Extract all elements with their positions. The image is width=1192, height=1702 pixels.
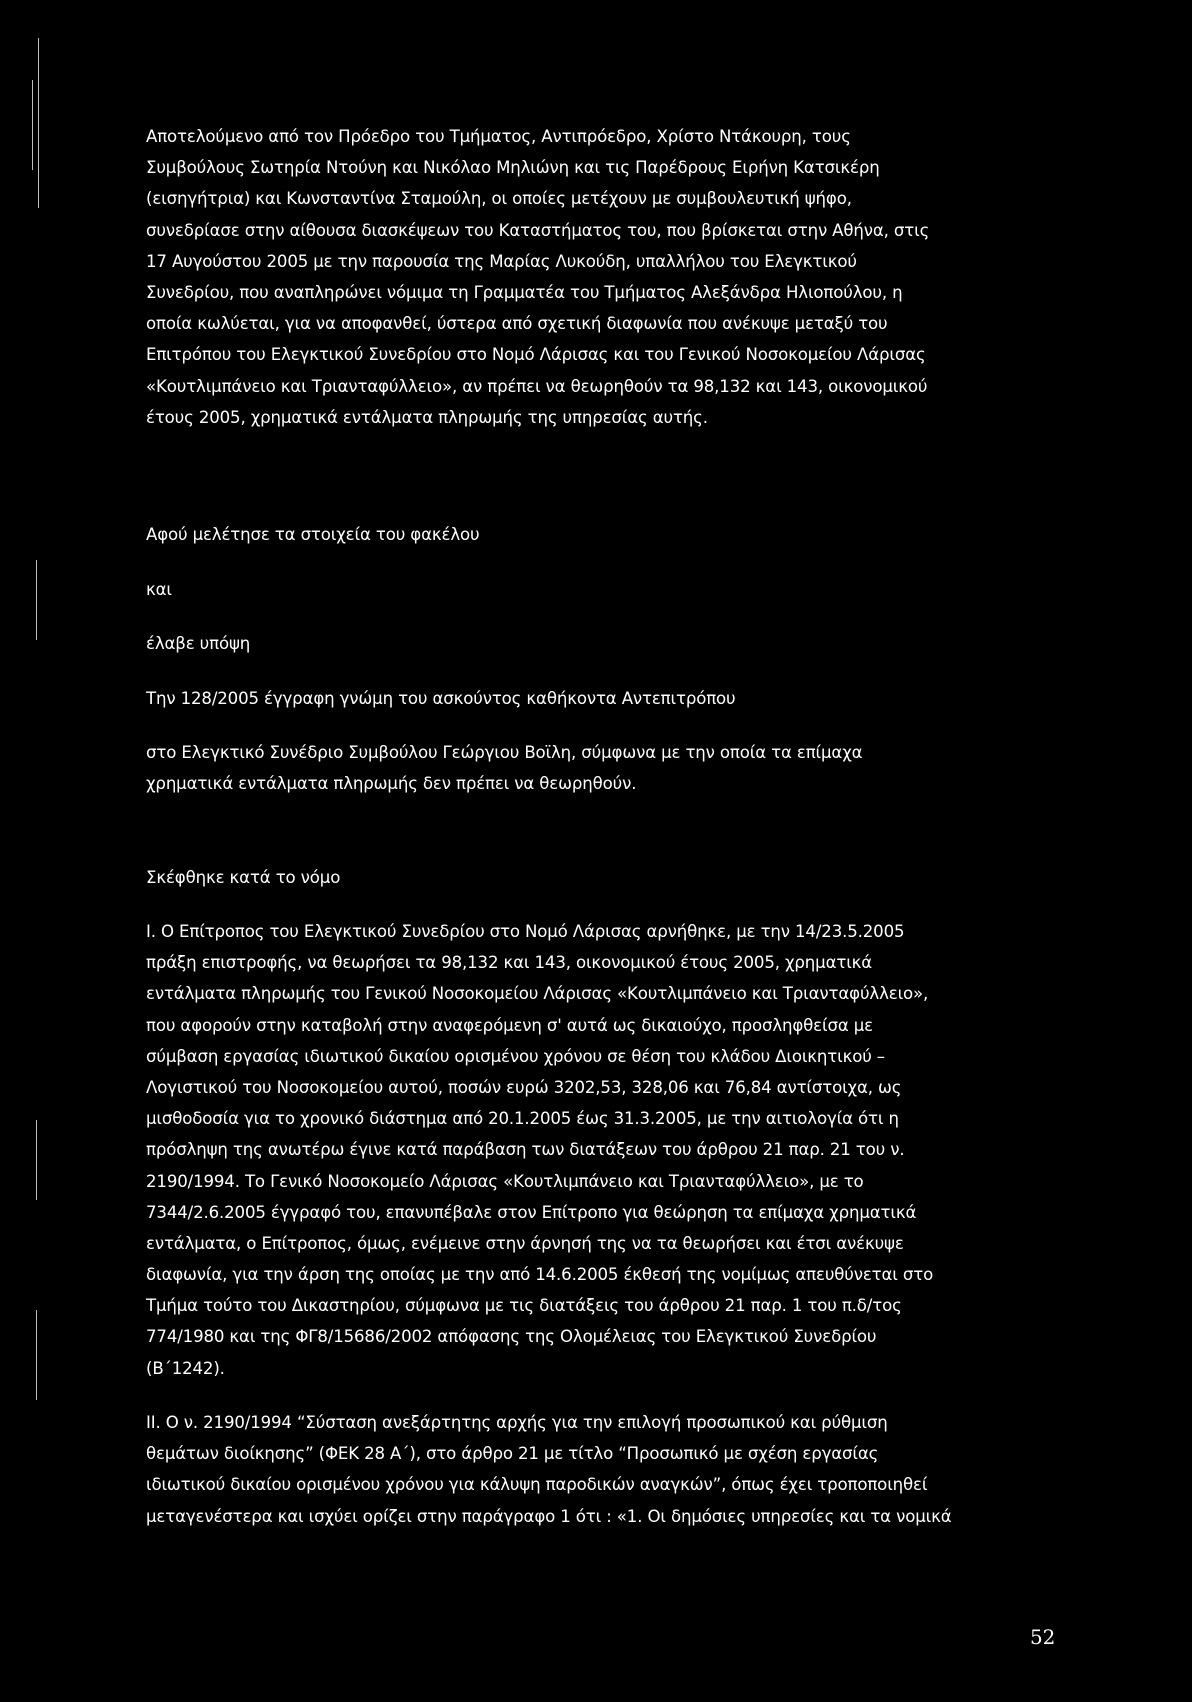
- text-line: χρηματικά εντάλματα πληρωμής δεν πρέπει να θεωρηθούν.: [146, 774, 637, 794]
- section-one: [146, 916, 1076, 1384]
- text-line: Τμήμα τούτο του Δικαστηρίου, σύμφωνα με τις διατάξεις του άρθρου 21 παρ. 1 του π.δ/τος: [146, 1296, 902, 1316]
- scan-edge-line: [36, 1120, 37, 1200]
- text-line: Λογιστικού του Νοσοκομείου αυτού, ποσών ευρώ 3202,53, 328,06 και 76,84 αντίστοιχα, ως: [146, 1077, 902, 1097]
- text-line: συνεδρίασε στην αίθουσα διασκέψεων του Καταστήματος του, που βρίσκεται στην Αθήνα, στις: [146, 220, 930, 240]
- text-line: εντάλματα πληρωμής του Γενικού Νοσοκομείου Λάρισας «Κουτλιμπάνειο και Τριανταφύλλειο»,: [146, 984, 929, 1004]
- text-line: (εισηγήτρια) και Κωνσταντίνα Σταμούλη, οι οποίες μετέχουν με συμβουλευτική ψήφο,: [146, 189, 852, 209]
- paragraph-composition: [146, 121, 1076, 433]
- text-line: (Β΄1242).: [146, 1358, 225, 1378]
- considered-statement: [146, 628, 1076, 659]
- text-line: και: [146, 580, 172, 599]
- opinion-reference: [146, 683, 1076, 714]
- text-line: Συμβούλους Σωτηρία Ντούνη και Νικόλαο Μηλιώνη και τις Παρέδρους Ειρήνη Κατσικέρη: [146, 158, 880, 178]
- text-line: πράξη επιστροφής, να θεωρήσει τα 98,132 και 143, οικονομικού έτους 2005, χρηματικά: [146, 953, 873, 973]
- text-line: I. Ο Επίτροπος του Ελεγκτικού Συνεδρίου στο Νομό Λάρισας αρνήθηκε, με την 14/23.5.2005: [146, 922, 905, 941]
- text-line: «Κουτλιμπάνειο και Τριανταφύλλειο», αν πρέπει να θεωρηθούν τα 98,132 και 143, οικονομικού: [146, 376, 928, 396]
- text-line: που αφορούν στην καταβολή στην αναφερόμενη σ' αυτά ως δικαιούχο, προσληφθείσα με: [146, 1015, 873, 1035]
- text-line: πρόσληψη της ανωτέρω έγινε κατά παράβαση των διατάξεων του άρθρου 21 παρ. 21 του ν.: [146, 1140, 905, 1160]
- text-line: Συνεδρίου, που αναπληρώνει νόμιμα τη Γραμματέα του Τμήματος Αλεξάνδρα Ηλιοπούλου, η: [146, 282, 903, 302]
- text-line: μισθοδοσία για το χρονικό διάστημα από 20.1.2005 έως 31.3.2005, με την αιτιολογία ότι η: [146, 1109, 899, 1129]
- text-line: 17 Αυγούστου 2005 με την παρουσία της Μαρίας Λυκούδη, υπαλλήλου του Ελεγκτικού: [146, 251, 857, 271]
- scan-edge-line: [38, 38, 39, 208]
- opinion-paragraph: [146, 737, 1076, 799]
- scan-edge-line: [32, 80, 33, 170]
- text-line: στο Ελεγκτικό Συνέδριο Συμβούλου Γεώργιου Βοϊλη, σύμφωνα με την οποία τα επίμαχα: [146, 743, 863, 762]
- text-line: έτους 2005, χρηματικά εντάλματα πληρωμής της υπηρεσίας αυτής.: [146, 407, 708, 427]
- text-line: Επιτρόπου του Ελεγκτικού Συνεδρίου στο Νομό Λάρισας και του Γενικού Νοσοκομείου Λάρισας: [146, 345, 926, 365]
- text-line: έλαβε υπόψη: [146, 634, 251, 653]
- text-line: II. Ο ν. 2190/1994 “Σύσταση ανεξάρτητης αρχής για την επιλογή προσωπικού και ρύθμιση: [146, 1413, 888, 1432]
- text-line: εντάλματα, ο Επίτροπος, όμως, ενέμεινε στην άρνησή της να τα θεωρήσει και έτσι ανέκυψε: [146, 1233, 904, 1253]
- text-line: Αποτελούμενο από τον Πρόεδρο του Τμήματος, Αντιπρόεδρο, Χρίστο Ντάκουρη, τους: [146, 127, 851, 146]
- text-line: μεταγενέστερα και ισχύει ορίζει στην παράγραφο 1 ότι : «1. Οι δημόσιες υπηρεσίες και τα νομικά: [146, 1506, 952, 1526]
- scan-edge-line: [36, 1310, 37, 1400]
- text-line: Την 128/2005 έγγραφη γνώμη του ασκούντος καθήκοντα Αντεπιτρόπου: [146, 689, 736, 708]
- text-line: 2190/1994. Το Γενικό Νοσοκομείο Λάρισας «Κουτλιμπάνειο και Τριανταφύλλειο», με το: [146, 1171, 864, 1191]
- studied-statement: [146, 519, 1076, 550]
- text-line: Σκέφθηκε κατά το νόμο: [146, 868, 341, 887]
- conjunction-line: [146, 574, 1076, 605]
- scan-edge-line: [36, 560, 37, 640]
- page-number: 52: [1030, 1625, 1056, 1649]
- text-line: διαφωνία, για την άρση της οποίας με την από 14.6.2005 έκθεσή της νομίμως απευθύνεται στο: [146, 1265, 934, 1285]
- text-line: Αφού μελέτησε τα στοιχεία του φακέλου: [146, 525, 480, 544]
- section-heading: [146, 862, 1076, 893]
- section-two: [146, 1407, 1076, 1532]
- text-line: 774/1980 και της ΦΓ8/15686/2002 απόφασης της Ολομέλειας του Ελεγκτικού Συνεδρίου: [146, 1327, 877, 1347]
- text-line: θεμάτων διοίκησης” (ΦΕΚ 28 Α΄), στο άρθρο 21 με τίτλο “Προσωπικό με σχέση εργασίας: [146, 1444, 879, 1464]
- text-line: σύμβαση εργασίας ιδιωτικού δικαίου ορισμένου χρόνου σε θέση του κλάδου Διοικητικού –: [146, 1046, 885, 1066]
- text-line: 7344/2.6.2005 έγγραφό του, επανυπέβαλε στον Επίτροπο για θεώρηση τα επίμαχα χρηματικά: [146, 1202, 917, 1222]
- text-line: ιδιωτικού δικαίου ορισμένου χρόνου για κάλυψη παροδικών αναγκών”, όπως έχει τροποποιηθεί: [146, 1475, 928, 1495]
- text-line: οποία κωλύεται, για να αποφανθεί, ύστερα από σχετική διαφωνία που ανέκυψε μεταξύ του: [146, 314, 888, 334]
